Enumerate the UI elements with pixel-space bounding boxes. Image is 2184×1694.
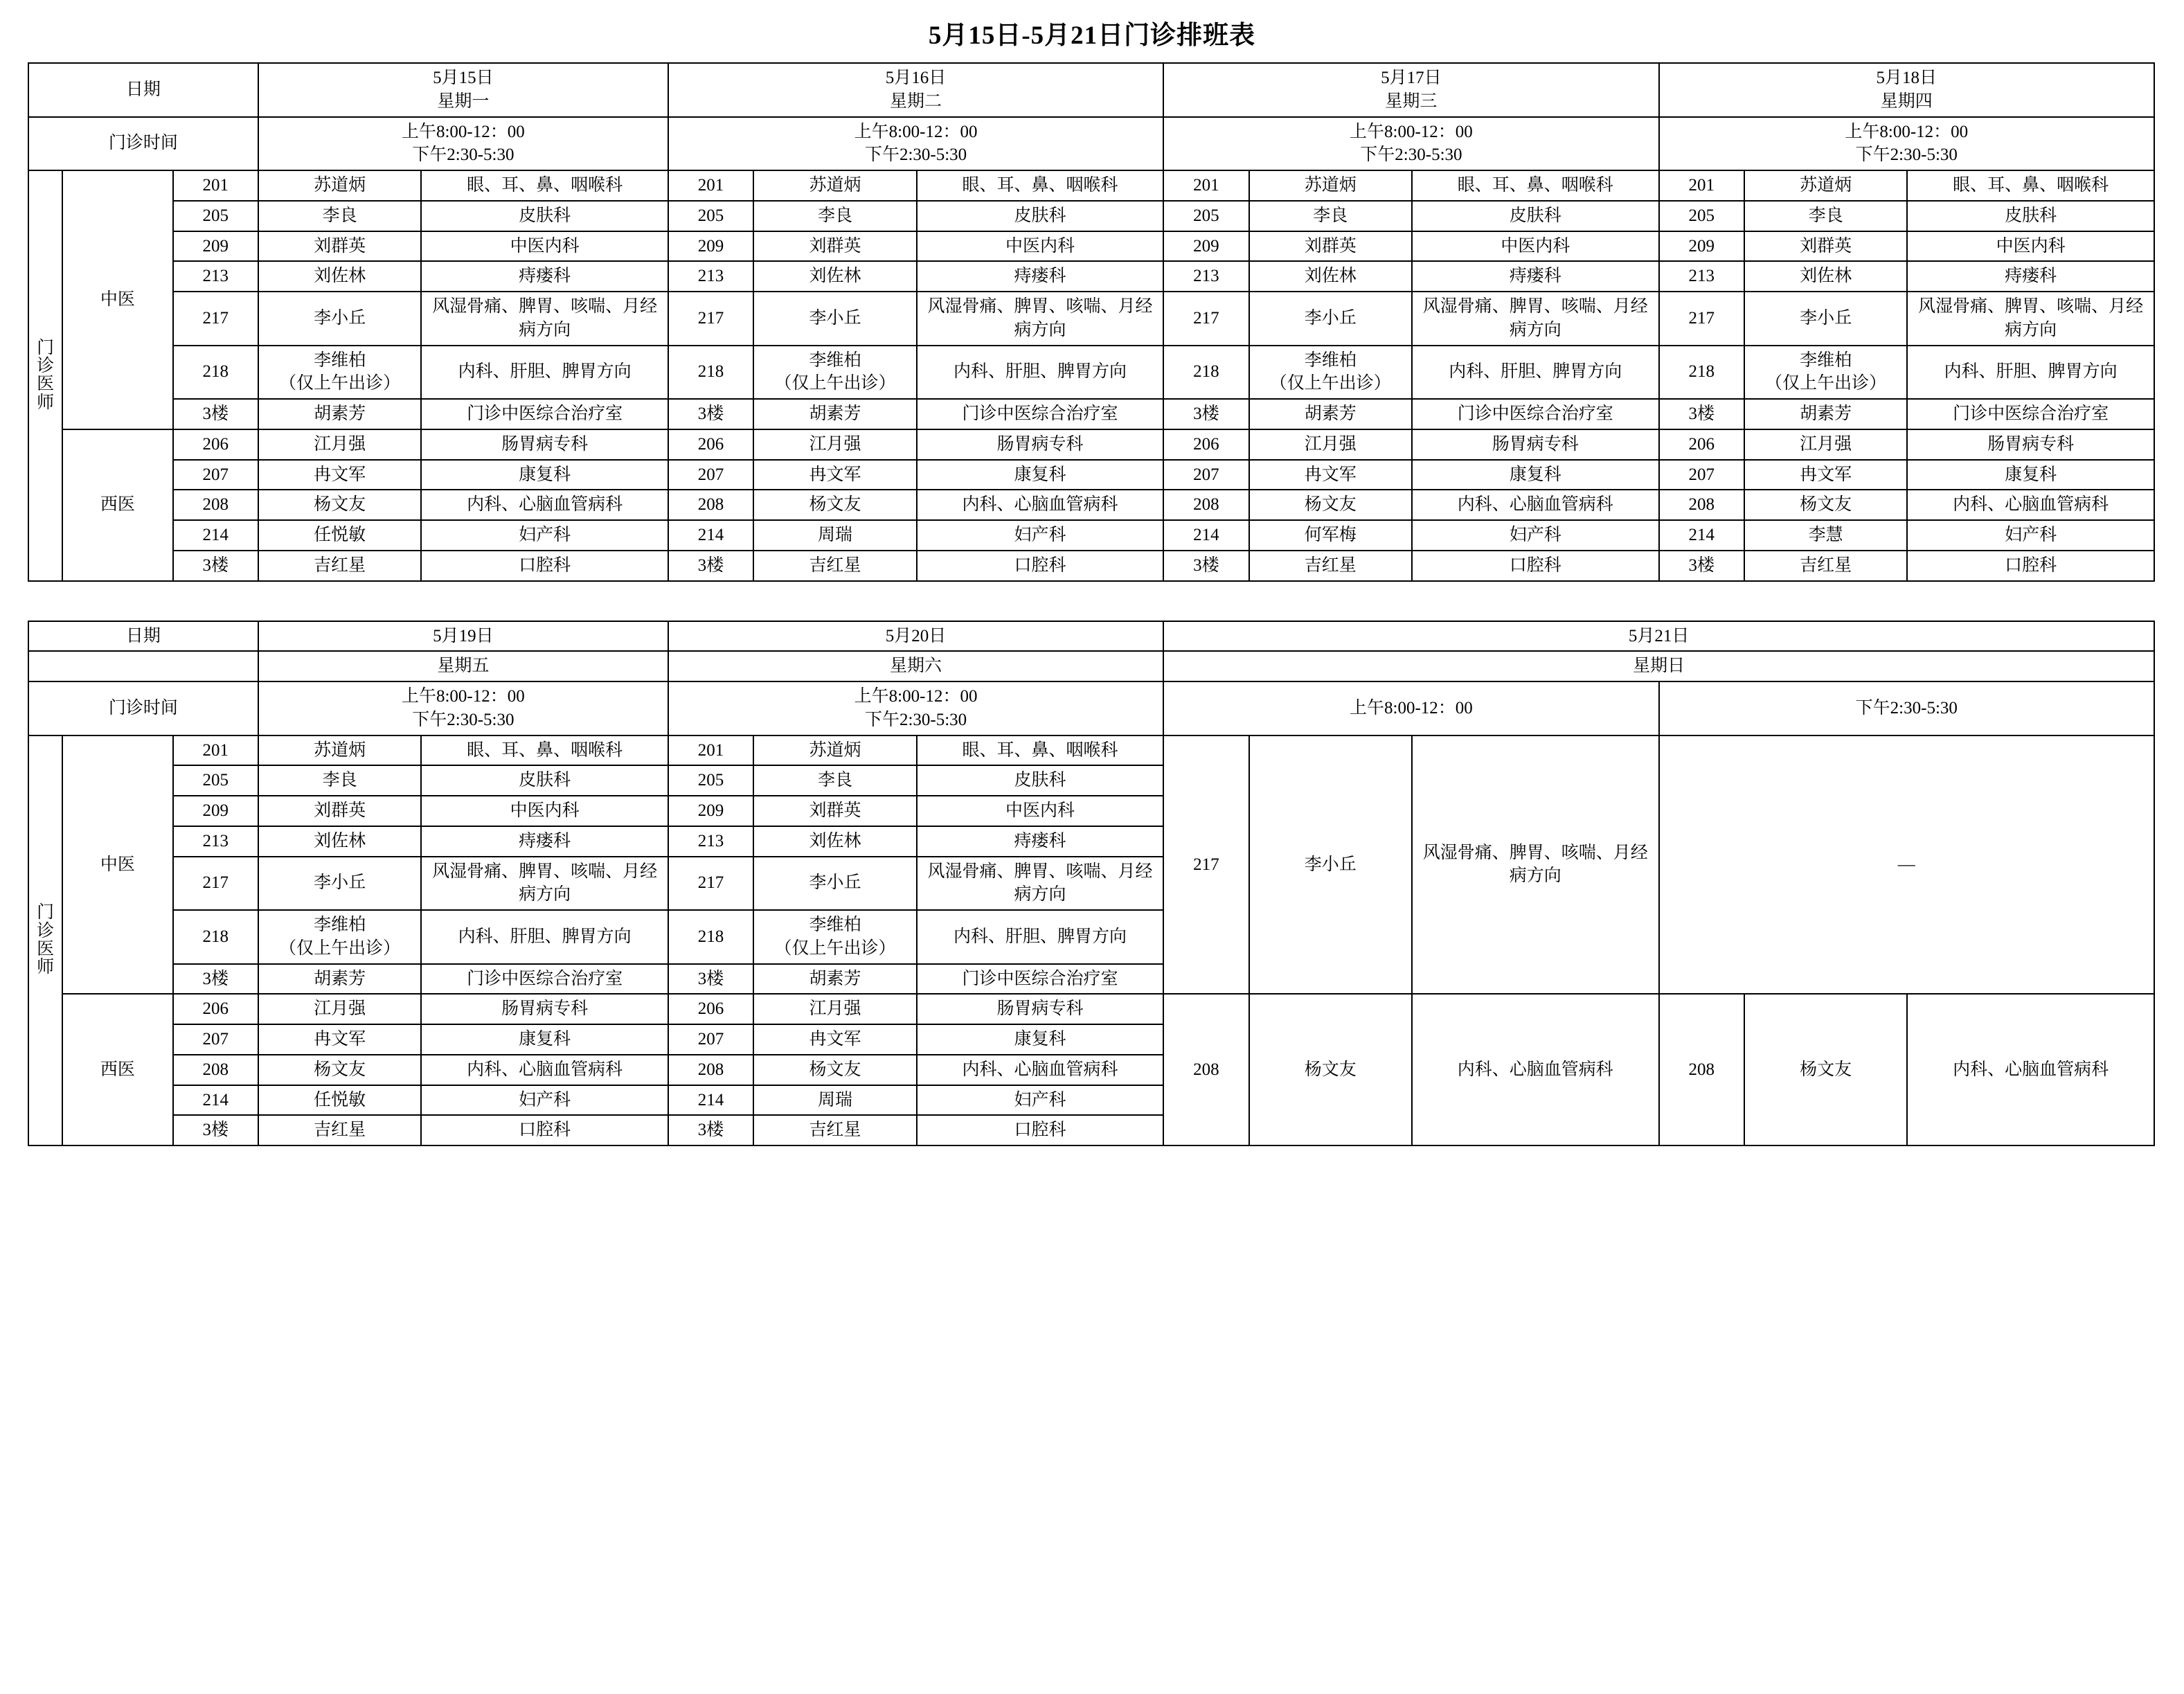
room: 205: [668, 765, 753, 796]
room: 205: [1163, 201, 1248, 231]
room: 209: [668, 231, 753, 262]
room: 214: [173, 520, 258, 551]
doctor: 江月强: [1744, 429, 1907, 460]
department: 内科、心脑血管病科: [421, 490, 668, 520]
doctor: 冉文军: [258, 460, 421, 490]
room: 205: [173, 765, 258, 796]
doctor: 何军梅: [1249, 520, 1412, 551]
department: 门诊中医综合治疗室: [917, 964, 1164, 995]
day-weekday-6: 星期六: [668, 651, 1163, 681]
department: 内科、心脑血管病科: [1412, 994, 1659, 1145]
department: 肠胃病专科: [421, 429, 668, 460]
table-row-date-header: [28, 63, 2154, 117]
department: 康复科: [917, 1024, 1164, 1055]
day-date-2: 5月16日: [885, 69, 947, 87]
doctor: 冉文军: [1744, 460, 1907, 490]
day-date-5: 5月19日: [258, 621, 668, 652]
room: 218: [668, 910, 753, 964]
doctor: 任悦敏: [258, 520, 421, 551]
clinic-time-7-am: 上午8:00-12：00: [1163, 681, 1658, 735]
day-weekday-7: 星期日: [1163, 651, 2154, 681]
department: 门诊中医综合治疗室: [917, 399, 1164, 429]
section-label-western: 西医: [62, 429, 172, 581]
room: 3楼: [668, 399, 753, 429]
doctor: 李维柏 （仅上午出诊）: [1249, 346, 1412, 400]
clinic-time-1: 上午8:00-12：00 下午2:30-5:30: [258, 117, 668, 171]
schedule-table-week-part1: [28, 62, 2155, 582]
doctor: 冉文军: [258, 1024, 421, 1055]
room: 201: [668, 170, 753, 201]
clinic-time-3: 上午8:00-12：00 下午2:30-5:30: [1163, 117, 1658, 171]
day-weekday-5: 星期五: [258, 651, 668, 681]
department: 内科、肝胆、脾胃方向: [1412, 346, 1659, 400]
table-row-weekday-header: [28, 651, 2154, 681]
department: 康复科: [917, 460, 1164, 490]
doctor: 吉红星: [1744, 551, 1907, 581]
doctor: 苏道炳: [1744, 170, 1907, 201]
department: 内科、肝胆、脾胃方向: [421, 910, 668, 964]
table-row: [28, 735, 2154, 766]
department: 妇产科: [917, 1085, 1164, 1116]
doctor: 胡素芳: [753, 399, 916, 429]
doctor: 冉文军: [753, 1024, 916, 1055]
room: 217: [173, 292, 258, 346]
header-weekday-spacer: [28, 651, 258, 681]
department: 内科、心脑血管病科: [917, 490, 1164, 520]
doctor: 李小丘: [1249, 735, 1412, 995]
department: 内科、心脑血管病科: [1412, 490, 1659, 520]
header-clinic-time-label: 门诊时间: [28, 117, 258, 171]
department: 口腔科: [1907, 551, 2154, 581]
page-title: 5月15日-5月21日门诊排班表: [928, 21, 1256, 50]
room: 201: [173, 735, 258, 766]
department: 内科、肝胆、脾胃方向: [421, 346, 668, 400]
doctor: 江月强: [753, 429, 916, 460]
department: 风湿骨痛、脾胃、咳喘、月经病方向: [917, 292, 1164, 346]
doctor: 杨文友: [258, 1055, 421, 1085]
room: 206: [173, 994, 258, 1024]
table-row: [28, 201, 2154, 231]
department: 眼、耳、鼻、咽喉科: [421, 170, 668, 201]
room: 208: [173, 490, 258, 520]
doctor: 刘佐林: [753, 826, 916, 857]
room: 3楼: [1163, 551, 1248, 581]
day-weekday-3: 星期三: [1385, 91, 1438, 111]
department: 妇产科: [917, 520, 1164, 551]
doctor: 杨文友: [1744, 994, 1907, 1145]
table-row-clinic-time: [28, 681, 2154, 735]
doctor: 苏道炳: [258, 735, 421, 766]
department: 口腔科: [917, 551, 1164, 581]
doctor: 李维柏 （仅上午出诊）: [1744, 346, 1907, 400]
room: 217: [173, 857, 258, 911]
room: 214: [668, 520, 753, 551]
department: 口腔科: [917, 1115, 1164, 1145]
department: 口腔科: [421, 1115, 668, 1145]
department: 痔瘘科: [421, 261, 668, 292]
doctor: 冉文军: [753, 460, 916, 490]
table-row: [28, 292, 2154, 346]
room: 201: [1163, 170, 1248, 201]
room: 201: [1659, 170, 1744, 201]
doctor: 苏道炳: [258, 170, 421, 201]
room: 208: [668, 1055, 753, 1085]
clinic-time-6: 上午8:00-12：00 下午2:30-5:30: [668, 681, 1163, 735]
clinic-time-4: 上午8:00-12：00 下午2:30-5:30: [1659, 117, 2154, 171]
department: 皮肤科: [421, 201, 668, 231]
room: 217: [1163, 735, 1248, 995]
room: 217: [1659, 292, 1744, 346]
header-date-label: 日期: [28, 63, 258, 117]
room: 206: [1163, 429, 1248, 460]
room: 213: [173, 261, 258, 292]
doctor: 周瑞: [753, 1085, 916, 1116]
department: 中医内科: [1907, 231, 2154, 262]
room: 214: [1659, 520, 1744, 551]
sunday-pm-empty: —: [1659, 735, 2154, 995]
department: 风湿骨痛、脾胃、咳喘、月经病方向: [421, 292, 668, 346]
day-date-6: 5月20日: [668, 621, 1163, 652]
table-row: [28, 520, 2154, 551]
doctor: 吉红星: [1249, 551, 1412, 581]
department: 风湿骨痛、脾胃、咳喘、月经病方向: [1907, 292, 2154, 346]
table-row: [28, 346, 2154, 400]
doctor: 李良: [1249, 201, 1412, 231]
room: 214: [668, 1085, 753, 1116]
section-label-clinic-doctor-text: 门诊医师: [37, 903, 55, 977]
department: 眼、耳、鼻、咽喉科: [917, 170, 1164, 201]
department: 妇产科: [1412, 520, 1659, 551]
department: 皮肤科: [421, 765, 668, 796]
department: 肠胃病专科: [1412, 429, 1659, 460]
room: 214: [1163, 520, 1248, 551]
room: 209: [668, 796, 753, 826]
department: 痔瘘科: [421, 826, 668, 857]
room: 208: [668, 490, 753, 520]
room: 208: [1659, 994, 1744, 1145]
room: 3楼: [668, 964, 753, 995]
doctor: 江月强: [753, 994, 916, 1024]
department: 眼、耳、鼻、咽喉科: [1907, 170, 2154, 201]
doctor: 刘群英: [1744, 231, 1907, 262]
department: 痔瘘科: [1907, 261, 2154, 292]
department: 妇产科: [421, 520, 668, 551]
doctor: 刘佐林: [258, 826, 421, 857]
room: 209: [1659, 231, 1744, 262]
doctor: 杨文友: [753, 1055, 916, 1085]
header-date-label: 日期: [28, 621, 258, 652]
room: 207: [1659, 460, 1744, 490]
table-gap: [28, 582, 2156, 621]
doctor: 胡素芳: [1249, 399, 1412, 429]
room: 3楼: [173, 399, 258, 429]
clinic-time-2: 上午8:00-12：00 下午2:30-5:30: [668, 117, 1163, 171]
doctor: 刘佐林: [753, 261, 916, 292]
room: 3楼: [173, 551, 258, 581]
room: 3楼: [668, 1115, 753, 1145]
section-label-clinic-doctor: [28, 170, 62, 581]
doctor: 刘佐林: [258, 261, 421, 292]
department: 口腔科: [421, 551, 668, 581]
room: 205: [668, 201, 753, 231]
department: 痔瘘科: [917, 261, 1164, 292]
room: 3楼: [1659, 399, 1744, 429]
department: 中医内科: [421, 231, 668, 262]
department: 内科、肝胆、脾胃方向: [917, 346, 1164, 400]
department: 皮肤科: [1907, 201, 2154, 231]
doctor: 李小丘: [258, 857, 421, 911]
day-weekday-2: 星期二: [890, 91, 942, 111]
department: 皮肤科: [917, 201, 1164, 231]
table-row: [28, 231, 2154, 262]
department: 妇产科: [421, 1085, 668, 1116]
doctor: 冉文军: [1249, 460, 1412, 490]
clinic-time-7-pm: 下午2:30-5:30: [1659, 681, 2154, 735]
doctor: 李良: [258, 765, 421, 796]
doctor: 杨文友: [1249, 994, 1412, 1145]
room: 213: [668, 826, 753, 857]
doctor: 杨文友: [258, 490, 421, 520]
department: 眼、耳、鼻、咽喉科: [917, 735, 1164, 766]
table-row: [28, 551, 2154, 581]
room: 213: [668, 261, 753, 292]
department: 康复科: [421, 1024, 668, 1055]
section-label-tcm: 中医: [62, 170, 172, 429]
table-row: [28, 460, 2154, 490]
department: 中医内科: [917, 231, 1164, 262]
department: 眼、耳、鼻、咽喉科: [1412, 170, 1659, 201]
room: 217: [668, 857, 753, 911]
table-row-date-header: [28, 621, 2154, 652]
clinic-time-5: 上午8:00-12：00 下午2:30-5:30: [258, 681, 668, 735]
room: 218: [1659, 346, 1744, 400]
department: 内科、肝胆、脾胃方向: [917, 910, 1164, 964]
room: 206: [668, 429, 753, 460]
day-header-3: [1163, 63, 1658, 117]
doctor: 江月强: [258, 429, 421, 460]
table-row: [28, 994, 2154, 1024]
section-label-tcm: 中医: [62, 735, 172, 995]
room: 218: [1163, 346, 1248, 400]
room: 205: [1659, 201, 1744, 231]
room: 218: [173, 910, 258, 964]
department: 内科、心脑血管病科: [1907, 994, 2154, 1145]
table-row: [28, 490, 2154, 520]
department: 风湿骨痛、脾胃、咳喘、月经病方向: [1412, 292, 1659, 346]
day-weekday-1: 星期一: [437, 91, 490, 111]
department: 风湿骨痛、脾胃、咳喘、月经病方向: [1412, 735, 1659, 995]
department: 皮肤科: [1412, 201, 1659, 231]
doctor: 杨文友: [1249, 490, 1412, 520]
room: 209: [1163, 231, 1248, 262]
doctor: 吉红星: [753, 1115, 916, 1145]
schedule-table-week-part2: [28, 621, 2155, 1147]
doctor: 李小丘: [258, 292, 421, 346]
day-date-7: 5月21日: [1163, 621, 2154, 652]
department: 内科、心脑血管病科: [1907, 490, 2154, 520]
department: 中医内科: [917, 796, 1164, 826]
room: 214: [173, 1085, 258, 1116]
table-row: [28, 429, 2154, 460]
room: 218: [668, 346, 753, 400]
table-row-clinic-time: [28, 117, 2154, 171]
room: 207: [173, 460, 258, 490]
doctor: 李维柏 （仅上午出诊）: [753, 910, 916, 964]
doctor: 胡素芳: [258, 964, 421, 995]
room: 201: [173, 170, 258, 201]
room: 206: [668, 994, 753, 1024]
department: 门诊中医综合治疗室: [421, 399, 668, 429]
department: 痔瘘科: [917, 826, 1164, 857]
day-date-4: 5月18日: [1876, 69, 1937, 87]
department: 康复科: [421, 460, 668, 490]
doctor: 江月强: [1249, 429, 1412, 460]
section-label-western: 西医: [62, 994, 172, 1145]
department: 痔瘘科: [1412, 261, 1659, 292]
department: 皮肤科: [917, 765, 1164, 796]
table-row: [28, 170, 2154, 201]
department: 肠胃病专科: [421, 994, 668, 1024]
room: 209: [173, 796, 258, 826]
room: 206: [173, 429, 258, 460]
department: 肠胃病专科: [917, 429, 1164, 460]
department: 门诊中医综合治疗室: [421, 964, 668, 995]
day-header-4: [1659, 63, 2154, 117]
doctor: 杨文友: [1744, 490, 1907, 520]
department: 门诊中医综合治疗室: [1907, 399, 2154, 429]
doctor: 李小丘: [1744, 292, 1907, 346]
doctor: 李慧: [1744, 520, 1907, 551]
department: 康复科: [1412, 460, 1659, 490]
doctor: 苏道炳: [1249, 170, 1412, 201]
room: 208: [173, 1055, 258, 1085]
department: 内科、心脑血管病科: [421, 1055, 668, 1085]
doctor: 李良: [1744, 201, 1907, 231]
doctor: 李维柏 （仅上午出诊）: [258, 910, 421, 964]
doctor: 苏道炳: [753, 735, 916, 766]
room: 3楼: [1163, 399, 1248, 429]
department: 中医内科: [1412, 231, 1659, 262]
doctor: 吉红星: [258, 551, 421, 581]
room: 201: [668, 735, 753, 766]
department: 肠胃病专科: [917, 994, 1164, 1024]
room: 209: [173, 231, 258, 262]
room: 217: [668, 292, 753, 346]
department: 康复科: [1907, 460, 2154, 490]
header-clinic-time-label: 门诊时间: [28, 681, 258, 735]
doctor: 刘群英: [753, 796, 916, 826]
room: 208: [1659, 490, 1744, 520]
doctor: 胡素芳: [1744, 399, 1907, 429]
room: 208: [1163, 994, 1248, 1145]
room: 3楼: [668, 551, 753, 581]
room: 207: [1163, 460, 1248, 490]
department: 风湿骨痛、脾胃、咳喘、月经病方向: [421, 857, 668, 911]
doctor: 李良: [753, 765, 916, 796]
room: 217: [1163, 292, 1248, 346]
department: 内科、肝胆、脾胃方向: [1907, 346, 2154, 400]
doctor: 刘群英: [258, 796, 421, 826]
department: 妇产科: [1907, 520, 2154, 551]
doctor: 李维柏 （仅上午出诊）: [753, 346, 916, 400]
doctor: 李维柏 （仅上午出诊）: [258, 346, 421, 400]
doctor: 胡素芳: [258, 399, 421, 429]
day-weekday-4: 星期四: [1880, 91, 1933, 111]
doctor: 刘佐林: [1249, 261, 1412, 292]
table-row: [28, 399, 2154, 429]
room: 213: [173, 826, 258, 857]
room: 205: [173, 201, 258, 231]
doctor: 刘佐林: [1744, 261, 1907, 292]
room: 3楼: [173, 964, 258, 995]
doctor: 刘群英: [753, 231, 916, 262]
room: 207: [668, 1024, 753, 1055]
department: 中医内科: [421, 796, 668, 826]
room: 213: [1163, 261, 1248, 292]
room: 213: [1659, 261, 1744, 292]
room: 207: [173, 1024, 258, 1055]
department: 内科、心脑血管病科: [917, 1055, 1164, 1085]
room: 206: [1659, 429, 1744, 460]
day-header-1: [258, 63, 668, 117]
doctor: 苏道炳: [753, 170, 916, 201]
doctor: 杨文友: [753, 490, 916, 520]
doctor: 任悦敏: [258, 1085, 421, 1116]
doctor: 李小丘: [753, 292, 916, 346]
day-date-1: 5月15日: [433, 69, 494, 87]
day-header-2: [668, 63, 1163, 117]
department: 口腔科: [1412, 551, 1659, 581]
doctor: 吉红星: [753, 551, 916, 581]
doctor: 李良: [753, 201, 916, 231]
department: 肠胃病专科: [1907, 429, 2154, 460]
room: 208: [1163, 490, 1248, 520]
doctor: 吉红星: [258, 1115, 421, 1145]
room: 207: [668, 460, 753, 490]
room: 3楼: [1659, 551, 1744, 581]
doctor: 刘群英: [1249, 231, 1412, 262]
doctor: 周瑞: [753, 520, 916, 551]
day-date-3: 5月17日: [1381, 69, 1442, 87]
doctor: 刘群英: [258, 231, 421, 262]
doctor: 胡素芳: [753, 964, 916, 995]
section-label-clinic-doctor: [28, 735, 62, 1146]
section-label-clinic-doctor-text: 门诊医师: [37, 338, 55, 412]
room: 3楼: [173, 1115, 258, 1145]
doctor: 江月强: [258, 994, 421, 1024]
doctor: 李小丘: [753, 857, 916, 911]
department: 风湿骨痛、脾胃、咳喘、月经病方向: [917, 857, 1164, 911]
department: 眼、耳、鼻、咽喉科: [421, 735, 668, 766]
table-row: [28, 261, 2154, 292]
room: 218: [173, 346, 258, 400]
doctor: 李良: [258, 201, 421, 231]
department: 门诊中医综合治疗室: [1412, 399, 1659, 429]
doctor: 李小丘: [1249, 292, 1412, 346]
